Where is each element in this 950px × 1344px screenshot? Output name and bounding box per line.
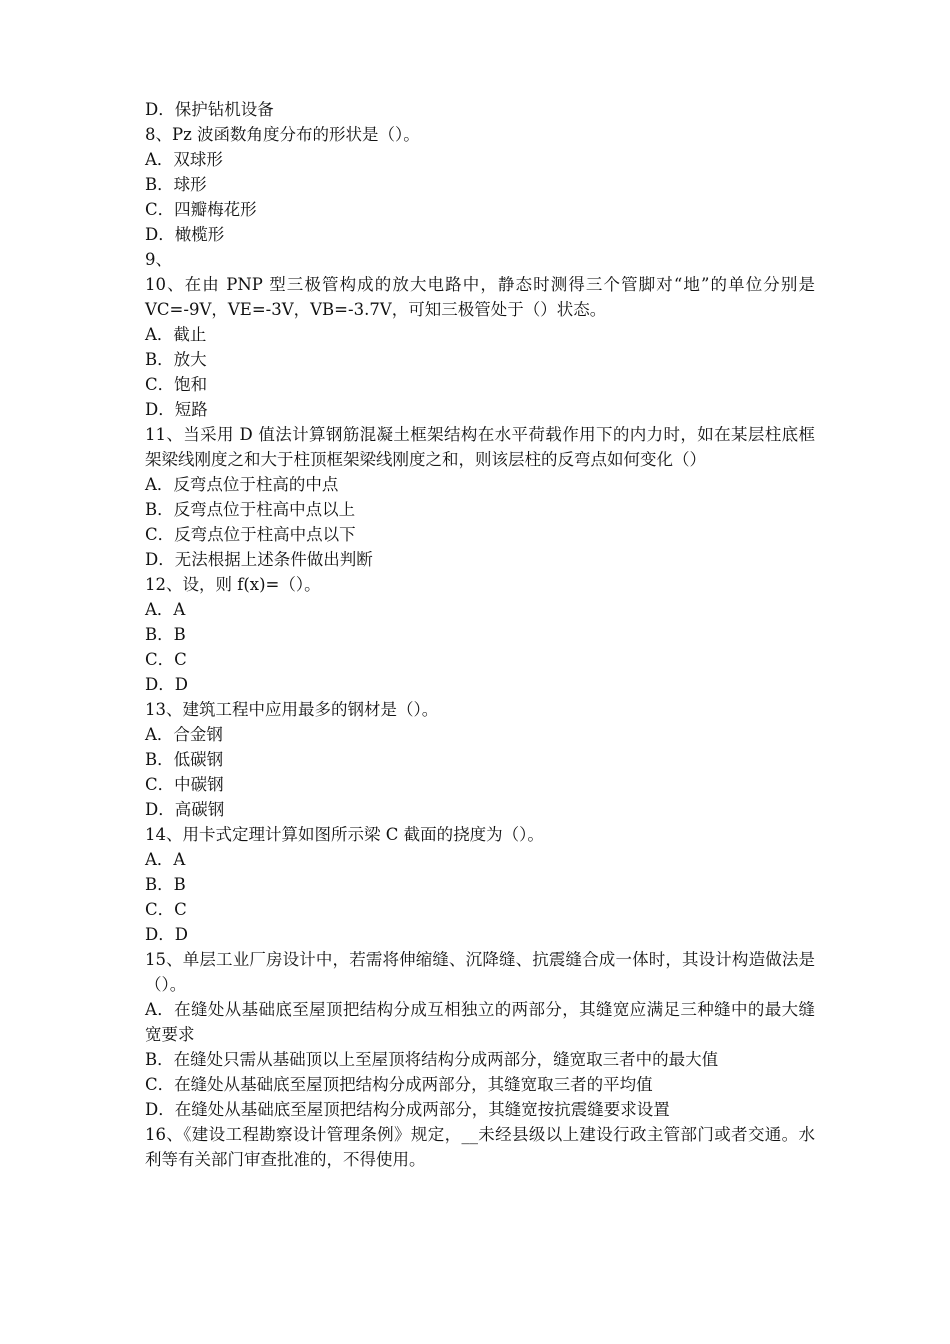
option-d-q11: D．无法根据上述条件做出判断 [145,550,373,569]
option-b-q14: B．B [145,875,186,894]
option-c-q10: C．饱和 [145,375,208,394]
option-a-q12: A．A [145,600,186,619]
question-12: 12、设，则 f(x)=（）。 [145,575,321,594]
option-a-q11: A．反弯点位于柱高的中点 [145,475,339,494]
option-c-q14: C．C [145,900,187,919]
question-10: 10、在由 PNP 型三极管构成的放大电路中，静态时测得三个管脚对“地”的单位分别是 VC=-9V，VE=-3V，VB=-3.7V，可知三极管处于（）状态。 [145,275,815,319]
option-d-q7: D．保护钻机设备 [145,100,274,119]
option-d-q8: D．橄榄形 [145,225,225,244]
option-c-q15: C．在缝处从基础底至屋顶把结构分成两部分，其缝宽取三者的平均值 [145,1075,653,1094]
option-a-q15: A．在缝处从基础底至屋顶把结构分成互相独立的两部分，其缝宽应满足三种缝中的最大缝宽要求 [145,1000,815,1044]
option-b-q11: B．反弯点位于柱高中点以上 [145,500,356,519]
option-b-q12: B．B [145,625,186,644]
question-14: 14、用卡式定理计算如图所示梁 C 截面的挠度为（）。 [145,825,544,844]
option-a-q8: A．双球形 [145,150,223,169]
option-c-q13: C．中碳钢 [145,775,224,794]
option-d-q13: D．高碳钢 [145,800,225,819]
option-a-q13: A．合金钢 [145,725,223,744]
question-11: 11、当采用 D 值法计算钢筋混凝土框架结构在水平荷载作用下的内力时，如在某层柱底框架梁线刚度之和大于柱顶框架梁线刚度之和，则该层柱的反弯点如何变化（） [145,425,815,469]
option-b-q10: B．放大 [145,350,207,369]
option-b-q15: B．在缝处只需从基础顶以上至屋顶将结构分成两部分，缝宽取三者中的最大值 [145,1050,719,1069]
option-d-q10: D．短路 [145,400,208,419]
question-15: 15、单层工业厂房设计中，若需将伸缩缝、沉降缝、抗震缝合成一体时，其设计构造做法是（）。 [145,950,815,994]
option-b-q8: B．球形 [145,175,207,194]
question-8: 8、Pz 波函数角度分布的形状是（）。 [145,125,420,144]
question-16: 16、《建设工程勘察设计管理条例》规定，__未经县级以上建设行政主管部门或者交通。水利等有关部门审查批准的，不得使用。 [145,1125,815,1169]
option-d-q15: D．在缝处从基础底至屋顶把结构分成两部分，其缝宽按抗震缝要求设置 [145,1100,670,1119]
option-d-q12: D．D [145,675,188,694]
document-body [145,97,815,1172]
option-c-q8: C．四瓣梅花形 [145,200,257,219]
option-d-q14: D．D [145,925,188,944]
option-b-q13: B．低碳钢 [145,750,224,769]
option-c-q12: C．C [145,650,187,669]
option-a-q10: A．截止 [145,325,207,344]
question-13: 13、建筑工程中应用最多的钢材是（）。 [145,700,439,719]
question-9: 9、 [145,250,172,269]
option-c-q11: C．反弯点位于柱高中点以下 [145,525,356,544]
option-a-q14: A．A [145,850,186,869]
